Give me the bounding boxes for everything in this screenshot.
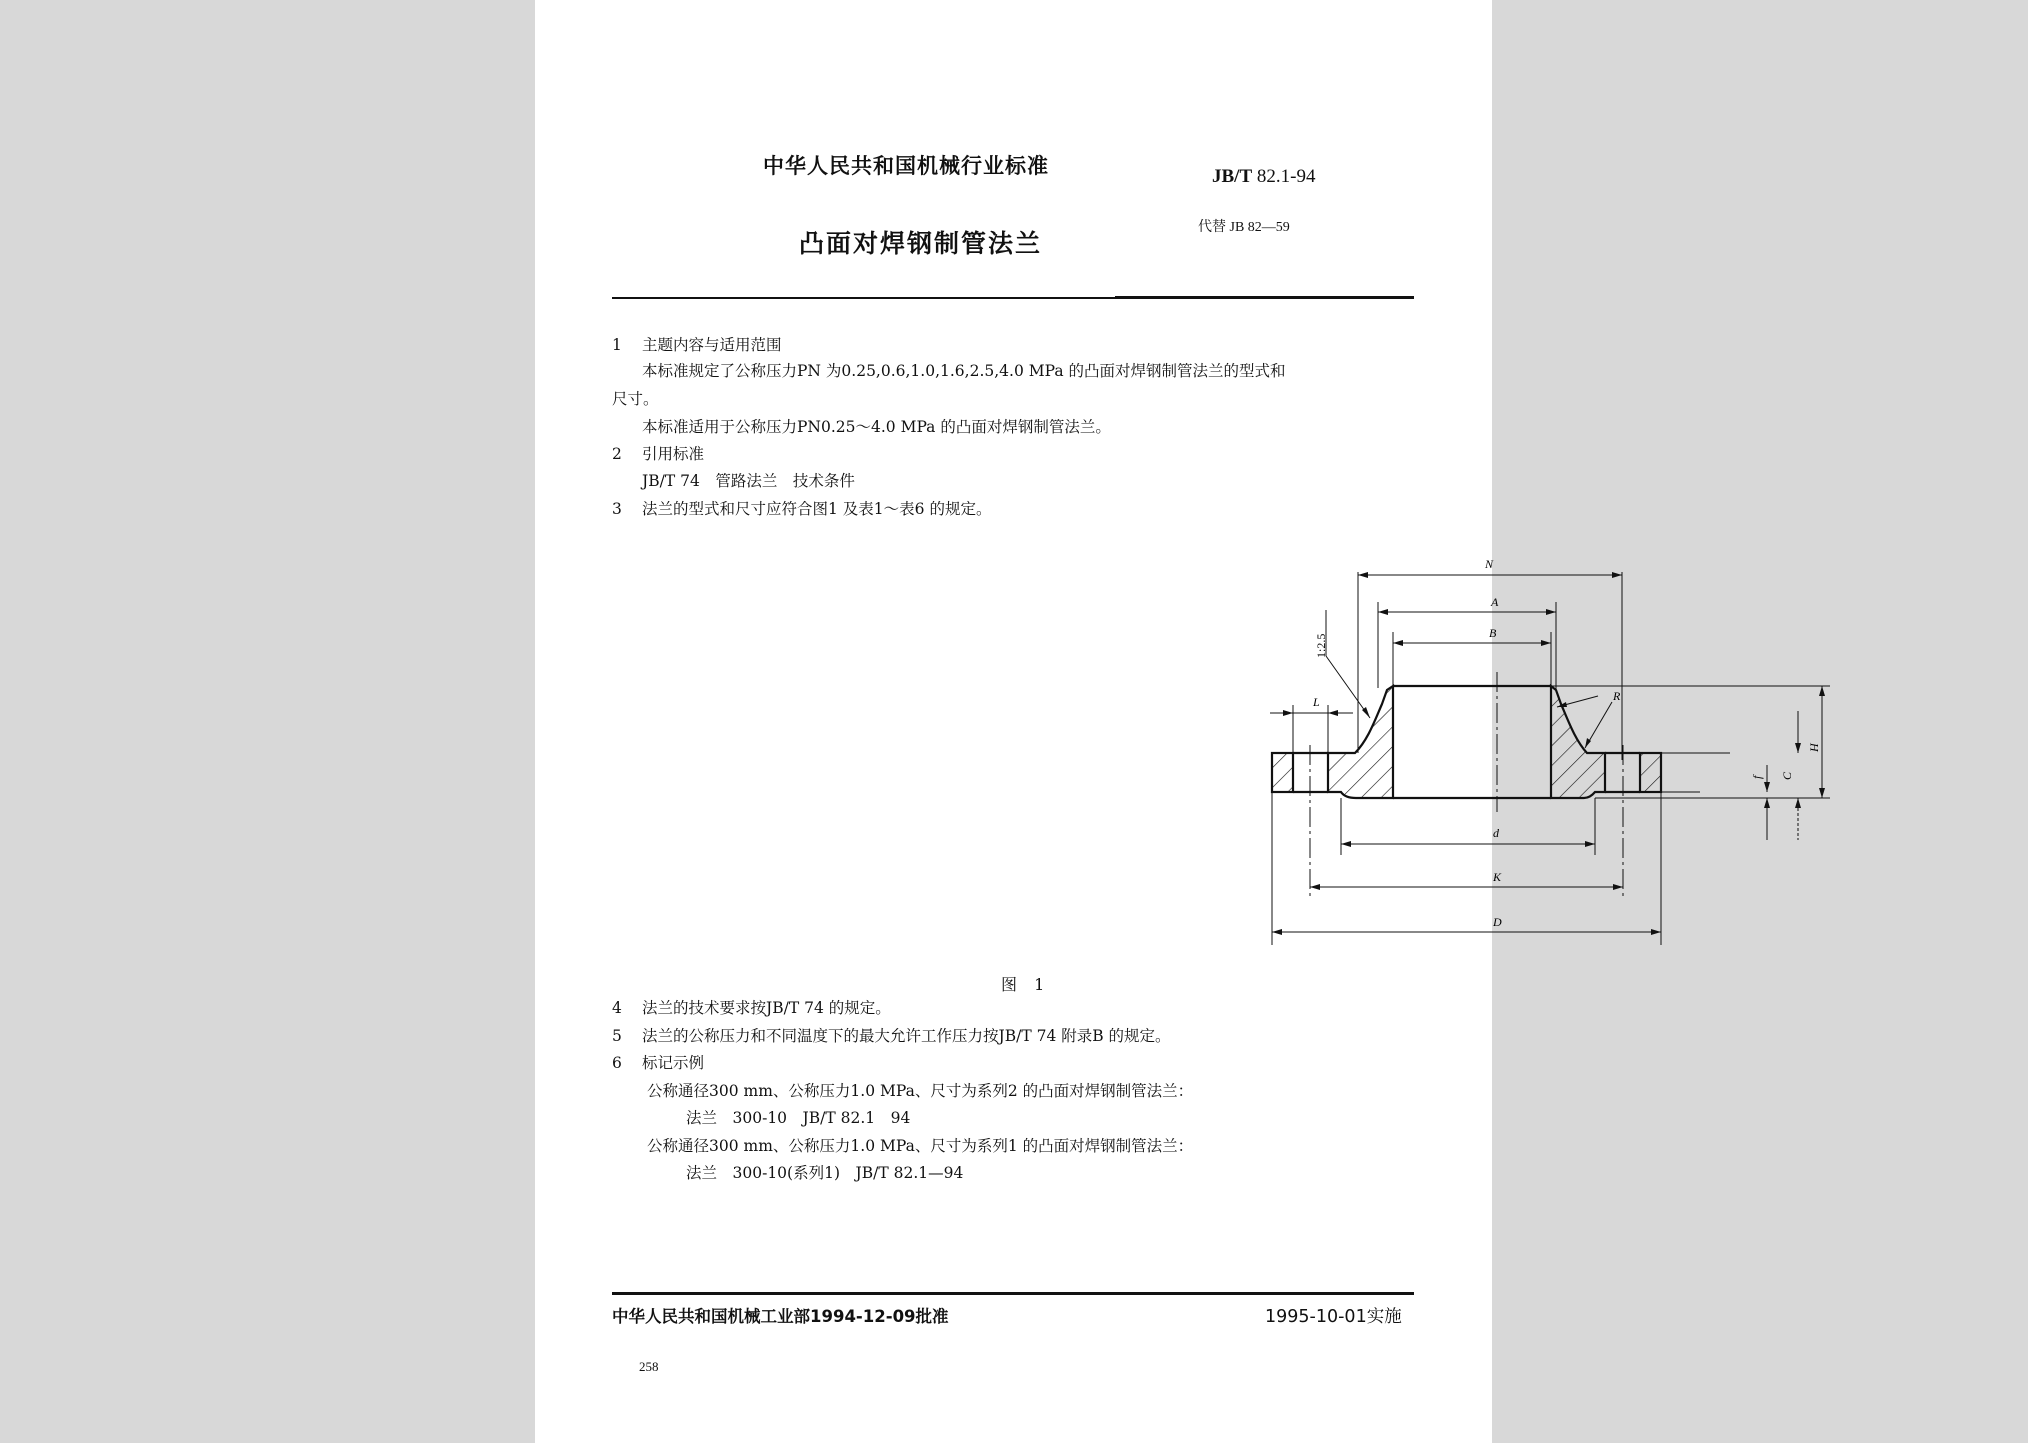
- marking-example-2-description: 公称通径300 mm、公称压力1.0 MPa、尺寸为系列1 的凸面对焊钢制管法兰：: [647, 1137, 1194, 1155]
- standard-code-number: 82.1-94: [1256, 166, 1316, 187]
- taper-label: 1:2.5: [1314, 633, 1328, 658]
- dim-label-H: H: [1807, 743, 1821, 752]
- section-3-heading: 3 法兰的型式和尺寸应符合图1 及表1～表6 的规定。: [612, 500, 992, 518]
- dim-label-D: D: [1493, 915, 1502, 929]
- dim-label-A: A: [1491, 595, 1499, 609]
- section-4-heading: 4 法兰的技术要求按JB/T 74 的规定。: [612, 999, 891, 1017]
- section-2-reference: JB/T 74 管路法兰 技术条件: [642, 472, 855, 490]
- section-1-paragraph-1: 本标准规定了公称压力PN 为0.25,0.6,1.0,1.6,2.5,4.0 MPa 的凸面对焊钢制管法兰的型式和: [642, 362, 1286, 380]
- dim-label-B: B: [1489, 626, 1497, 640]
- dim-label-f: f: [1750, 775, 1764, 779]
- section-6-heading: 6 标记示例: [612, 1054, 705, 1072]
- marking-example-1-designation: 法兰 300-10 JB/T 82.1 94: [686, 1109, 911, 1127]
- standard-code-prefix: JB/T: [1212, 166, 1253, 187]
- dim-label-L: L: [1313, 695, 1320, 709]
- section-1-paragraph-1-cont: 尺寸。: [612, 390, 659, 408]
- section-1-paragraph-2: 本标准适用于公称压力PN0.25～4.0 MPa 的凸面对焊钢制管法兰。: [642, 418, 1111, 436]
- implementation-date: 1995-10-01实施: [1265, 1307, 1402, 1327]
- page-number: 258: [639, 1359, 659, 1374]
- header-rule-thick: [1115, 296, 1414, 299]
- section-5-heading: 5 法兰的公称压力和不同温度下的最大允许工作压力按JB/T 74 附录B 的规定。: [612, 1027, 1171, 1045]
- dim-label-R: R: [1613, 689, 1621, 703]
- flange-cross-section-figure: [700, 555, 1821, 955]
- dim-label-C: C: [1780, 771, 1794, 780]
- document-page: [535, 0, 1821, 1443]
- replaces-standard: 代替 JB 82—59: [1198, 220, 1290, 235]
- section-2-heading: 2 引用标准: [612, 445, 705, 463]
- dim-label-K: K: [1493, 870, 1502, 884]
- marking-example-2-designation: 法兰 300-10(系列1) JB/T 82.1—94: [686, 1164, 964, 1182]
- dim-label-d: d: [1493, 826, 1499, 840]
- dim-label-N: N: [1485, 557, 1494, 571]
- standard-code: [1212, 166, 1315, 188]
- footer-rule: [612, 1292, 1414, 1295]
- issuing-organization: 中华人民共和国机械行业标准: [763, 154, 1049, 178]
- section-1-heading: 1 主题内容与适用范围: [612, 336, 782, 354]
- figure-caption: 图 1: [1001, 975, 1051, 994]
- document-title: 凸面对焊钢制管法兰: [799, 229, 1043, 258]
- approval-statement: 中华人民共和国机械工业部1994-12-09批准: [612, 1307, 949, 1326]
- marking-example-1-description: 公称通径300 mm、公称压力1.0 MPa、尺寸为系列2 的凸面对焊钢制管法兰：: [647, 1082, 1194, 1100]
